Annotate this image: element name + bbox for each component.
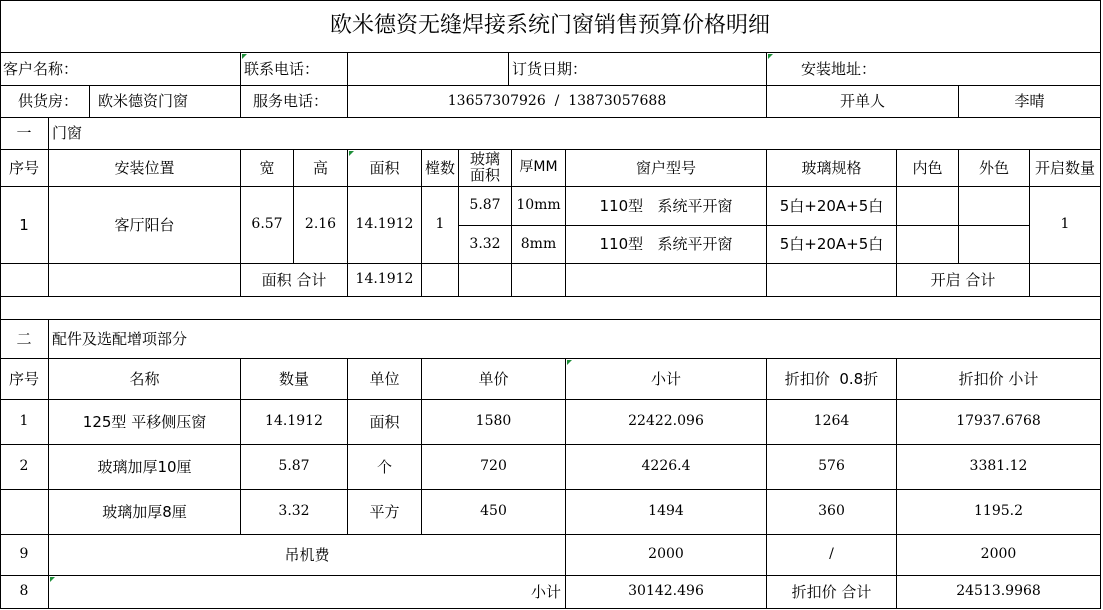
spacer-row (0, 297, 1101, 320)
crane-seq: 9 (0, 535, 49, 576)
cell-marker-icon (768, 54, 773, 59)
header-glass-spec: 玻璃规格 (767, 150, 897, 187)
row-thickness: 8mm (512, 226, 566, 264)
row-inner-color (897, 187, 959, 226)
cell-marker-icon (349, 151, 354, 156)
total-area-value: 14.1912 (348, 264, 422, 297)
row-model: 110型 系统平开窗 (566, 226, 767, 264)
item-name: 玻璃加厚10厘 (49, 445, 241, 490)
section1-title: 门窗 (49, 118, 1101, 150)
summary-subtotal: 30142.496 (566, 576, 767, 609)
item-discount-subtotal: 3381.12 (897, 445, 1101, 490)
item-qty: 3.32 (241, 490, 348, 535)
total-empty (566, 264, 767, 297)
item-price: 720 (422, 445, 566, 490)
crane-discount-price: / (767, 535, 897, 576)
row-glass-area: 3.32 (459, 226, 512, 264)
header-glass-area: 玻璃面积 (459, 150, 512, 187)
crane-subtotal: 2000 (566, 535, 767, 576)
header-name: 名称 (49, 359, 241, 400)
item-qty: 14.1912 (241, 400, 348, 445)
total-empty (0, 264, 49, 297)
total-area-label: 面积 合计 (241, 264, 348, 297)
open-total-value (1030, 264, 1101, 297)
row-count: 1 (422, 187, 459, 264)
section2-number: 二 (0, 320, 49, 359)
summary-discount-label: 折扣价 合计 (767, 576, 897, 609)
row-area: 14.1912 (348, 187, 422, 264)
row-width: 6.57 (241, 187, 294, 264)
row-open-count: 1 (1030, 187, 1101, 264)
item-unit: 面积 (348, 400, 422, 445)
item-unit: 平方 (348, 490, 422, 535)
section2-title: 配件及选配增项部分 (49, 320, 1101, 359)
total-empty (512, 264, 566, 297)
phone-label: 联系电话： (241, 53, 348, 86)
address-label: 安装地址： (767, 53, 1101, 86)
row-outer-color (959, 226, 1030, 264)
header-model: 窗户型号 (566, 150, 767, 187)
row-inner-color (897, 226, 959, 264)
supplier-label: 供货房： (0, 86, 90, 118)
header-price: 单价 (422, 359, 566, 400)
item-price: 1580 (422, 400, 566, 445)
header-open-count: 开启数量 (1030, 150, 1101, 187)
item-seq: 2 (0, 445, 49, 490)
crane-name: 吊机费 (49, 535, 566, 576)
item-name: 125型 平移侧压窗 (49, 400, 241, 445)
item-name: 玻璃加厚8厘 (49, 490, 241, 535)
header-unit: 单位 (348, 359, 422, 400)
item-subtotal: 22422.096 (566, 400, 767, 445)
header-discount-price: 折扣价 0.8折 (767, 359, 897, 400)
item-unit: 个 (348, 445, 422, 490)
header-count: 樘数 (422, 150, 459, 187)
item-subtotal: 4226.4 (566, 445, 767, 490)
item-subtotal: 1494 (566, 490, 767, 535)
service-phone-label: 服务电话： (241, 86, 348, 118)
row-location: 客厅阳台 (49, 187, 241, 264)
item-seq (0, 490, 49, 535)
issuer-label: 开单人 (767, 86, 959, 118)
cell-marker-icon (50, 577, 55, 582)
header-thickness: 厚MM (512, 150, 566, 187)
item-discount-subtotal: 1195.2 (897, 490, 1101, 535)
summary-label: 小计 (49, 576, 566, 609)
total-empty (767, 264, 897, 297)
header-subtotal: 小计 (566, 359, 767, 400)
row-glass-spec: 5白+20A+5白 (767, 187, 897, 226)
header-seq: 序号 (0, 359, 49, 400)
item-discount-price: 576 (767, 445, 897, 490)
supplier-value: 欧米德资门窗 (90, 86, 241, 118)
row-outer-color (959, 187, 1030, 226)
total-empty (459, 264, 512, 297)
header-outer-color: 外色 (959, 150, 1030, 187)
header-height: 高 (294, 150, 348, 187)
crane-discount-subtotal: 2000 (897, 535, 1101, 576)
order-date-label: 订货日期： (509, 53, 767, 86)
item-price: 450 (422, 490, 566, 535)
header-seq: 序号 (0, 150, 49, 187)
item-qty: 5.87 (241, 445, 348, 490)
total-empty (49, 264, 241, 297)
header-qty: 数量 (241, 359, 348, 400)
issuer-value: 李晴 (959, 86, 1101, 118)
header-area: 面积 (348, 150, 422, 187)
item-discount-price: 360 (767, 490, 897, 535)
page-title: 欧米德资无缝焊接系统门窗销售预算价格明细 (0, 0, 1101, 53)
item-discount-subtotal: 17937.6768 (897, 400, 1101, 445)
header-discount-subtotal: 折扣价 小计 (897, 359, 1101, 400)
item-seq: 1 (0, 400, 49, 445)
item-discount-price: 1264 (767, 400, 897, 445)
phone-value (348, 53, 509, 86)
open-total-label: 开启 合计 (897, 264, 1030, 297)
customer-name-label: 客户名称： (0, 53, 241, 86)
header-location: 安装位置 (49, 150, 241, 187)
service-phone-value: 13657307926 / 13873057688 (348, 86, 767, 118)
row-model: 110型 系统平开窗 (566, 187, 767, 226)
row-glass-area: 5.87 (459, 187, 512, 226)
row-height: 2.16 (294, 187, 348, 264)
summary-discount-subtotal: 24513.9968 (897, 576, 1101, 609)
cell-marker-icon (242, 54, 247, 59)
cell-marker-icon (567, 360, 572, 365)
header-width: 宽 (241, 150, 294, 187)
section1-number: 一 (0, 118, 49, 150)
row-glass-spec: 5白+20A+5白 (767, 226, 897, 264)
row-seq: 1 (0, 187, 49, 264)
summary-seq: 8 (0, 576, 49, 609)
row-thickness: 10mm (512, 187, 566, 226)
header-inner-color: 内色 (897, 150, 959, 187)
total-empty (422, 264, 459, 297)
